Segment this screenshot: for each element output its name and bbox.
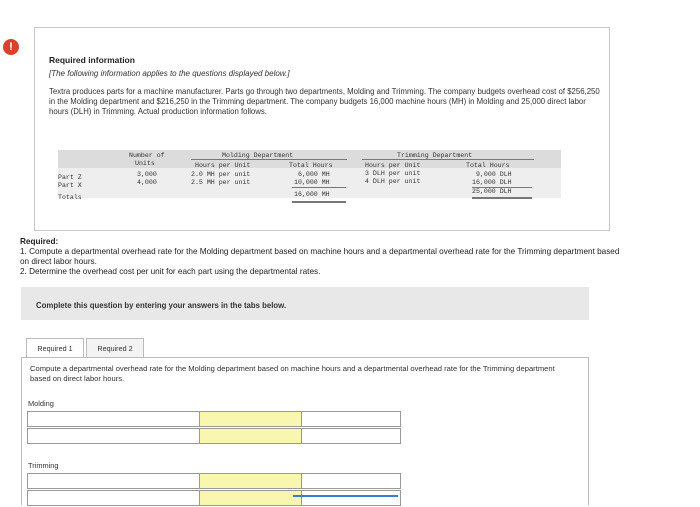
molding-subtotal-rule	[292, 187, 346, 188]
tab-label: Required 2	[97, 343, 133, 353]
alert-icon: !	[3, 39, 19, 55]
required-heading: Required:	[20, 237, 59, 246]
trimming-total-part-z: 9,000 DLH	[476, 171, 512, 178]
trimming-value-input-2[interactable]	[302, 474, 400, 488]
molding-total-header: Total Hours	[289, 162, 333, 169]
trimming-label: Trimming	[28, 461, 59, 470]
trimming-total-double-rule	[472, 197, 532, 199]
answer-grid	[27, 397, 401, 507]
molding-total-sum: 16,000 MH	[294, 191, 330, 198]
molding-header-rule	[191, 159, 347, 160]
units-header-line2: Units	[135, 160, 155, 167]
trimming-value-input-3[interactable]	[200, 491, 302, 505]
info-paragraph: Textra produces parts for a machine manufacturer. Parts go through two departments, Molding and Trimming. The company budgets overhead cost of $256,250 in the Molding department and $216,250 in the Trimming department. The company budgets 16,000 machine hours (MH) in Molding and 25,000 direct labor hours (DLH) in Trimming. Actual production information follows.	[49, 87, 600, 116]
trimming-total-part-x: 16,000 DLH	[472, 179, 512, 186]
tab-required-1[interactable]	[26, 338, 84, 358]
trimming-label-input-1[interactable]	[28, 474, 200, 488]
input-focus-indicator	[293, 495, 398, 497]
molding-per-unit-header: Hours per Unit	[195, 162, 251, 169]
molding-total-part-x: 10,000 MH	[294, 179, 330, 186]
panel-instruction: Compute a departmental overhead rate for the Molding department based on machine hours and a departmental overhead rate for the Trimming department based on direct labor hours.	[30, 364, 555, 383]
trimming-per-unit-part-z: 3 DLH per unit	[365, 170, 421, 177]
trimming-header-rule	[362, 159, 534, 160]
molding-row-2	[27, 428, 401, 444]
molding-row-1	[27, 411, 401, 427]
instructions-banner	[21, 287, 589, 320]
molding-dept-header: Molding Department	[222, 152, 294, 159]
molding-total-part-z: 6,000 MH	[298, 171, 330, 178]
trimming-per-unit-header: Hours per Unit	[365, 162, 421, 169]
molding-label-input-1[interactable]	[28, 412, 200, 426]
trimming-row-1	[27, 473, 401, 489]
molding-value-input-3[interactable]	[200, 429, 302, 443]
molding-total-double-rule	[292, 201, 346, 203]
trimming-dept-header: Trimming Department	[397, 152, 473, 159]
molding-value-input-2[interactable]	[302, 412, 400, 426]
trimming-value-input-1[interactable]	[200, 474, 302, 488]
row-label-part-z: Part Z	[58, 174, 82, 181]
row-label-totals: Totals	[58, 194, 82, 201]
units-part-x: 4,000	[137, 179, 157, 186]
required-item-1: 1. Compute a departmental overhead rate for the Molding department based on machine hours and a departmental overhead rate for the Trimming department based on direct labor hours.	[20, 247, 620, 266]
molding-label: Molding	[28, 399, 54, 408]
required-section	[20, 237, 620, 277]
required-item-2: 2. Determine the overhead cost per unit for each part using the departmental rates.	[20, 267, 321, 276]
required-information-box	[34, 27, 610, 231]
info-heading: Required information	[49, 55, 135, 65]
trimming-row-2	[27, 490, 401, 506]
row-label-part-x: Part X	[58, 182, 82, 189]
trimming-label-input-2[interactable]	[28, 491, 200, 505]
trimming-total-sum: 25,000 DLH	[472, 188, 512, 195]
molding-label-input-2[interactable]	[28, 429, 200, 443]
molding-per-unit-part-z: 2.0 MH per unit	[191, 171, 251, 178]
required-1-panel	[21, 357, 589, 505]
info-note: [The following information applies to the questions displayed below.]	[49, 69, 290, 78]
banner-text: Complete this question by entering your answers in the tabs below.	[36, 301, 287, 310]
tab-label: Required 1	[37, 343, 73, 353]
units-part-z: 3,000	[137, 171, 157, 178]
trimming-total-header: Total Hours	[466, 162, 510, 169]
molding-per-unit-part-x: 2.5 MH per unit	[191, 179, 251, 186]
trimming-rate-input[interactable]	[302, 491, 400, 505]
units-header-line1: Number of	[129, 152, 165, 159]
molding-value-input-1[interactable]	[200, 412, 302, 426]
tab-required-2[interactable]	[86, 338, 144, 358]
molding-rate-input[interactable]	[302, 429, 400, 443]
trimming-per-unit-part-x: 4 DLH per unit	[365, 178, 421, 185]
